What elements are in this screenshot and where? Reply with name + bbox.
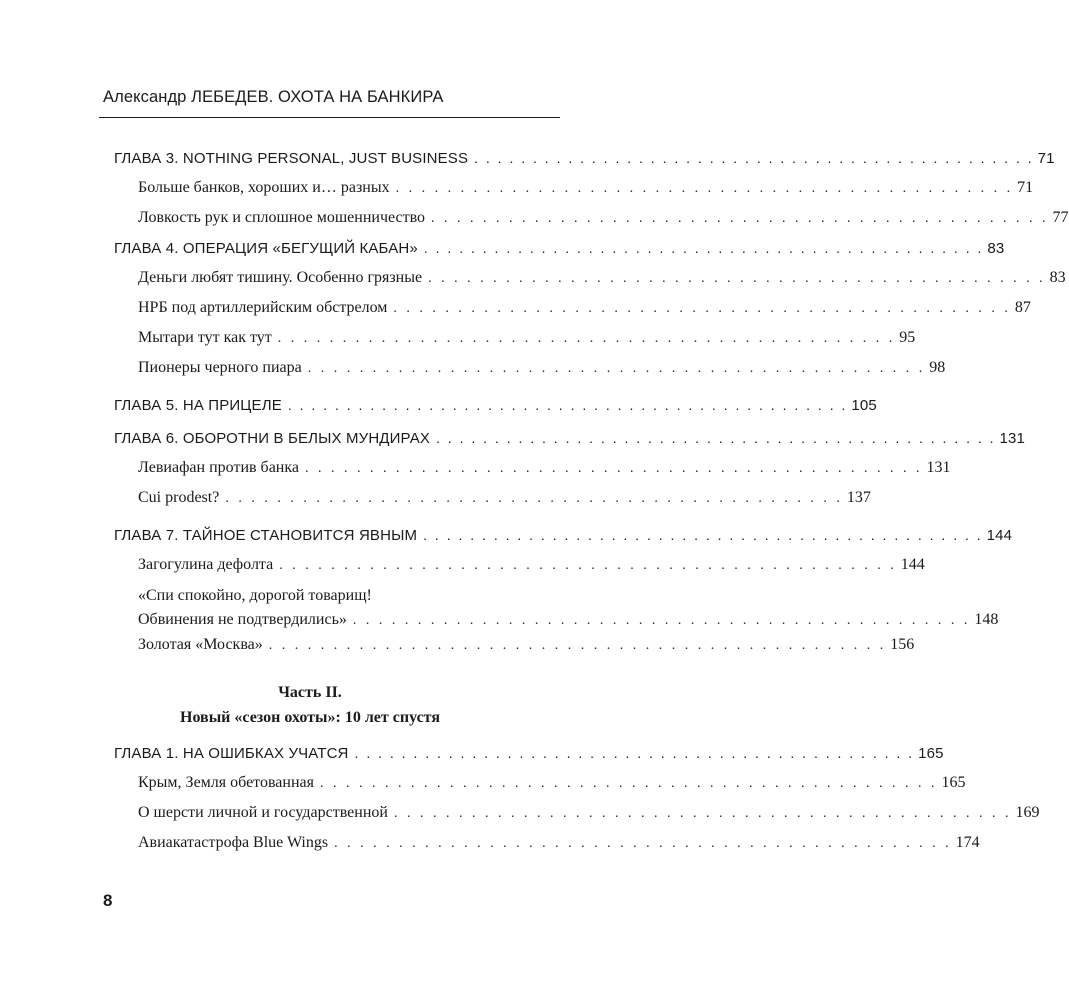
toc-entry-title: Пионеры черного пиара [138, 359, 302, 376]
running-head: Александр ЛЕБЕДЕВ. ОХОТА НА БАНКИРА [103, 88, 444, 106]
toc-section [138, 632, 915, 658]
dot-leader: . . . . . . . . . . . . . . . . . . . . . . . . . . . . . . . . . . . . . . . . . . . . . . . . [277, 331, 896, 346]
toc-section [138, 175, 1034, 201]
toc-entry-title: Ловкость рук и сплошное мошенничество [138, 209, 426, 226]
page-number: 8 [103, 891, 113, 910]
dot-leader: . . . . . . . . . . . . . . . . . . . . . . . . . . . . . . . . . . . . . . . . . . . . . . . . [393, 301, 1011, 316]
dot-leader: . . . . . . . . . . . . . . . . . . . . . . . . . . . . . . . . . . . . . . . . . . . . . . . . [334, 836, 952, 851]
toc-entry-title: Загогулина дефолта [138, 556, 274, 573]
toc-page-number: 174 [955, 834, 980, 851]
toc-page-number: 156 [890, 636, 915, 653]
toc-page-number: 131 [999, 430, 1026, 447]
dot-leader: . . . . . . . . . . . . . . . . . . . . . . . . . . . . . . . . . . . . . . . . . . . . . . . . [225, 491, 843, 506]
toc-entry-title-line1: «Спи спокойно, дорогой товарищ! [138, 587, 372, 604]
toc-page-number: 169 [1015, 804, 1040, 821]
toc-entry-title: Мытари тут как тут [138, 329, 272, 346]
toc-section [138, 800, 1040, 826]
part-subtitle: Новый «сезон охоты»: 10 лет спустя [180, 709, 440, 726]
toc-chapter-1 [114, 740, 944, 766]
toc-entry-title: ГЛАВА 1. НА ОШИБКАХ УЧАТСЯ [114, 745, 349, 762]
toc-page-number: 165 [918, 745, 944, 762]
toc-entry-title: Больше банков, хороших и… разных [138, 179, 390, 196]
toc-section [138, 355, 946, 381]
toc-entry-title: НРБ под артиллерийским обстрелом [138, 299, 388, 316]
toc-section [138, 485, 871, 511]
toc-page-number: 131 [926, 459, 951, 476]
dot-leader: . . . . . . . . . . . . . . . . . . . . . . . . . . . . . . . . . . . . . . . . . . . . . . . . [393, 806, 1012, 821]
toc-page-number: 105 [851, 397, 877, 414]
toc-page-number: 137 [846, 489, 871, 506]
dot-leader: . . . . . . . . . . . . . . . . . . . . . . . . . . . . . . . . . . . . . . . . . . . . . . . . [431, 211, 1049, 226]
toc-chapter-4 [114, 235, 1005, 261]
toc-page-number: 77 [1052, 209, 1069, 226]
dot-leader: . . . . . . . . . . . . . . . . . . . . . . . . . . . . . . . . . . . . . . . . . . . . . . . . [436, 430, 996, 446]
toc-entry-title: О шерсти личной и государственной [138, 804, 388, 821]
part-label: Часть II. [278, 684, 342, 701]
dot-leader: . . . . . . . . . . . . . . . . . . . . . . . . . . . . . . . . . . . . . . . . . . . . . . . . [395, 181, 1014, 196]
toc-section [138, 607, 999, 633]
dot-leader: . . . . . . . . . . . . . . . . . . . . . . . . . . . . . . . . . . . . . . . . . . . . . . . . [423, 527, 983, 543]
toc-entry-title: Cui prodest? [138, 489, 220, 506]
toc-page-number: 87 [1014, 299, 1031, 316]
toc-chapter-6 [114, 425, 1026, 451]
dot-leader: . . . . . . . . . . . . . . . . . . . . . . . . . . . . . . . . . . . . . . . . . . . . . . . . [305, 461, 923, 476]
toc-entry-title: ГЛАВА 3. NOTHING PERSONAL, JUST BUSINESS [114, 150, 469, 167]
dot-leader: . . . . . . . . . . . . . . . . . . . . . . . . . . . . . . . . . . . . . . . . . . . . . . . . [307, 361, 926, 376]
toc-page-number: 98 [929, 359, 946, 376]
toc-entry-title: Золотая «Москва» [138, 636, 263, 653]
toc-entry-title: ГЛАВА 7. ТАЙНОЕ СТАНОВИТСЯ ЯВНЫМ [114, 527, 418, 544]
dot-leader: . . . . . . . . . . . . . . . . . . . . . . . . . . . . . . . . . . . . . . . . . . . . . . . . [279, 558, 897, 573]
toc-section [138, 265, 1066, 291]
toc-page-number: 165 [941, 774, 966, 791]
toc-section [138, 455, 951, 481]
toc-section [138, 770, 966, 796]
toc-entry-title: Деньги любят тишину. Особенно грязные [138, 269, 423, 286]
toc-page-number: 144 [900, 556, 925, 573]
dot-leader: . . . . . . . . . . . . . . . . . . . . . . . . . . . . . . . . . . . . . . . . . . . . . . . . [268, 638, 887, 653]
toc-page-number: 83 [987, 240, 1005, 257]
toc-page-number: 71 [1037, 150, 1055, 167]
toc-section [138, 830, 980, 856]
dot-leader: . . . . . . . . . . . . . . . . . . . . . . . . . . . . . . . . . . . . . . . . . . . . . . . . [354, 745, 915, 761]
toc-page-number: 83 [1049, 269, 1066, 286]
toc-entry-title: Авиакатастрофа Blue Wings [138, 834, 329, 851]
toc-section [138, 295, 1031, 321]
toc-section [138, 325, 916, 351]
toc-entry-title: ГЛАВА 5. НА ПРИЦЕЛЕ [114, 397, 282, 414]
dot-leader: . . . . . . . . . . . . . . . . . . . . . . . . . . . . . . . . . . . . . . . . . . . . . . . . [428, 271, 1046, 286]
toc-page-number: 144 [986, 527, 1013, 544]
toc-entry-title: Левиафан против банка [138, 459, 299, 476]
dot-leader: . . . . . . . . . . . . . . . . . . . . . . . . . . . . . . . . . . . . . . . . . . . . . . . . [352, 613, 971, 628]
toc-chapter-3 [114, 145, 1055, 171]
toc-chapter-5 [114, 392, 877, 418]
toc-entry-title: Обвинения не подтвердились» [138, 611, 347, 628]
dot-leader: . . . . . . . . . . . . . . . . . . . . . . . . . . . . . . . . . . . . . . . . . . . . . . . . [319, 776, 938, 791]
dot-leader: . . . . . . . . . . . . . . . . . . . . . . . . . . . . . . . . . . . . . . . . . . . . . . . . [423, 240, 984, 256]
dot-leader: . . . . . . . . . . . . . . . . . . . . . . . . . . . . . . . . . . . . . . . . . . . . . . . . [287, 397, 848, 413]
toc-page-number: 95 [899, 329, 916, 346]
toc-section [138, 552, 925, 578]
toc-page-number: 148 [974, 611, 999, 628]
dot-leader: . . . . . . . . . . . . . . . . . . . . . . . . . . . . . . . . . . . . . . . . . . . . . . . . [474, 150, 1034, 166]
toc-page-number: 71 [1017, 179, 1034, 196]
toc-entry-title: ГЛАВА 4. ОПЕРАЦИЯ «БЕГУЩИЙ КАБАН» [114, 240, 418, 257]
toc-entry-title: Крым, Земля обетованная [138, 774, 314, 791]
toc-section [138, 205, 1069, 231]
toc-entry-title: ГЛАВА 6. ОБОРОТНИ В БЕЛЫХ МУНДИРАХ [114, 430, 431, 447]
toc-chapter-7 [114, 522, 1013, 548]
